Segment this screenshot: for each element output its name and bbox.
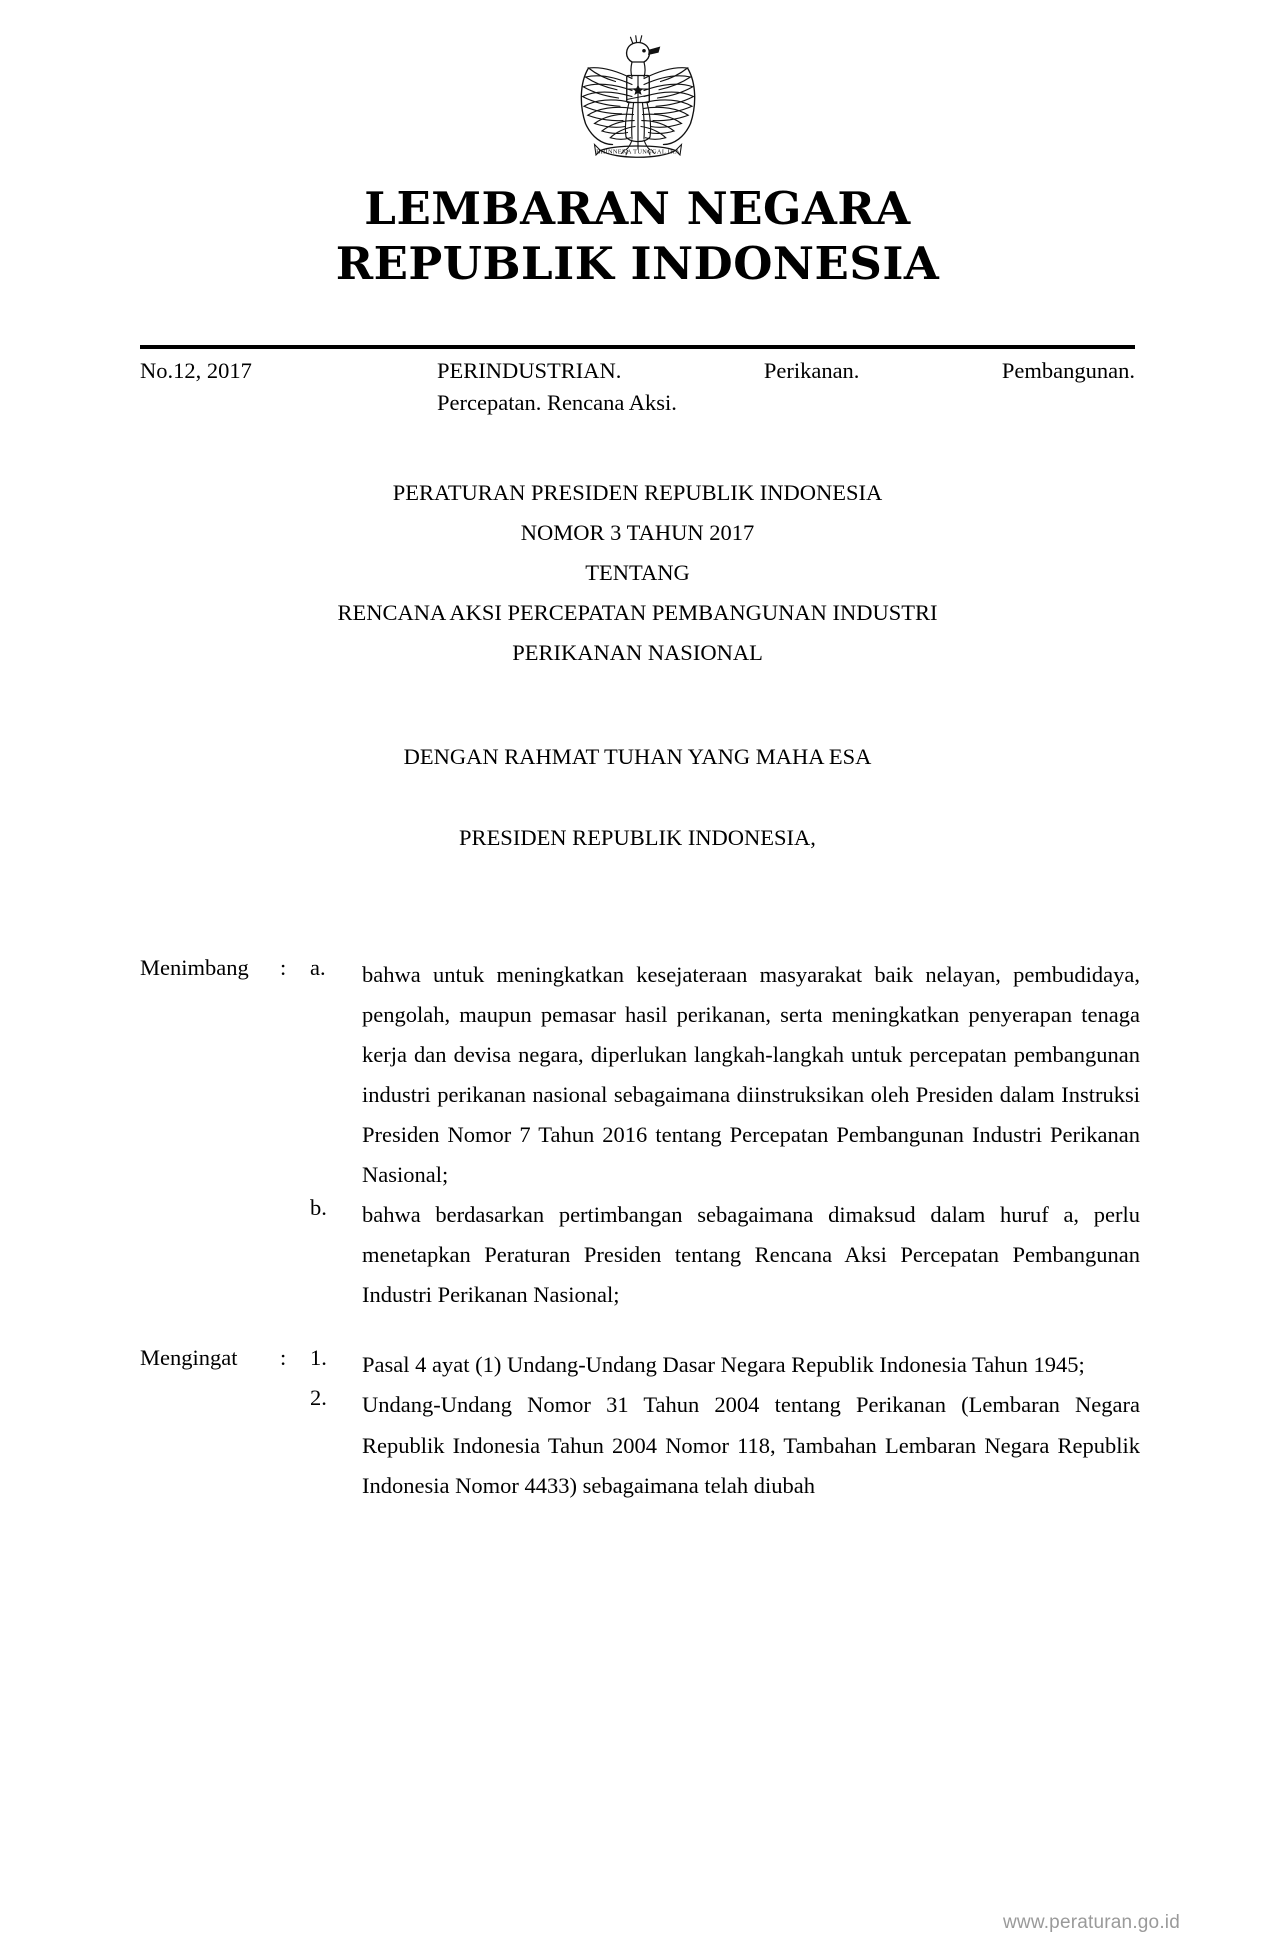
clause-text-mengingat-1: Pasal 4 ayat (1) Undang-Undang Dasar Negara Republik Indonesia Tahun 1945; [362, 1352, 1085, 1378]
clause-colon: : [280, 955, 287, 980]
subject-keywords-line-2: Percepatan. Rencana Aksi. [437, 389, 677, 415]
clause-item [140, 1385, 1140, 1505]
header-divider [140, 345, 1135, 349]
clause-marker-1: 1. [310, 1345, 327, 1371]
title-issuing-authority: PERATURAN PRESIDEN REPUBLIK INDONESIA [392, 480, 883, 505]
emblem-motto-text: BHINNEKA TUNGGAL IKA [595, 148, 680, 156]
title-subject-line-2: PERIKANAN NASIONAL [512, 640, 763, 666]
clause-item [140, 1195, 1140, 1315]
clause-item [140, 1345, 1140, 1385]
clause-colon: : [280, 1345, 287, 1371]
masthead-line-1: LEMBARAN NEGARA [364, 182, 911, 235]
regulation-title-block [0, 473, 1275, 673]
title-number-year: NOMOR 3 TAHUN 2017 [520, 520, 755, 546]
clause-sections [140, 955, 1140, 1536]
clause-marker-a: a. [310, 955, 326, 980]
clause-marker-b: b. [310, 1195, 327, 1221]
title-subject-line-1: RENCANA AKSI PERCEPATAN PEMBANGUNAN INDUSTRI [337, 600, 938, 626]
clause-text-mengingat-2: Undang-Undang Nomor 31 Tahun 2004 tentang Perikanan (Lembaran Negara Republik Indonesia Tahun 2004 Nomor 118, Tambahan Lembaran Negara Republik Indonesia Nomor 4433) sebagaimana telah diubah [362, 1392, 1140, 1498]
divine-invocation: DENGAN RAHMAT TUHAN YANG MAHA ESA [403, 744, 872, 769]
clause-text-menimbang-b: bahwa berdasarkan pertimbangan sebagaimana dimaksud dalam huruf a, perlu menetapkan Peraturan Presiden tentang Rencana Aksi Percepatan Pembangunan Industri Perikanan Nasional; [362, 1202, 1140, 1308]
subject-keywords-line-1: PERINDUSTRIAN. Perikanan. Pembangunan. [437, 358, 1135, 383]
garuda-pancasila-emblem [0, 30, 1275, 183]
clause-item [140, 955, 1140, 1195]
header-meta-row [140, 355, 1135, 419]
subject-keywords [437, 355, 1135, 419]
clause-block-menimbang [140, 955, 1140, 1315]
masthead-line-2: REPUBLIK INDONESIA [335, 236, 940, 290]
clause-marker-2: 2. [310, 1385, 327, 1411]
clause-label-mengingat: Mengingat [140, 1345, 238, 1371]
clause-text-menimbang-a: bahwa untuk meningkatkan kesejateraan masyarakat baik nelayan, pembudidaya, pengolah, maupun pemasar hasil perikanan, serta meningkatkan penyerapan tenaga kerja dan devisa negara, diperlukan langkah-langkah untuk percepatan pembangunan industri perikanan nasional sebagaimana diinstruksikan oleh Presiden dalam Instruksi Presiden Nomor 7 Tahun 2016 tentang Percepatan Pembangunan Industri Perikanan Nasional; [362, 962, 1140, 1188]
source-watermark: www.peraturan.go.id [1002, 1912, 1180, 1933]
clause-block-mengingat [140, 1345, 1140, 1505]
signatory-heading: PRESIDEN REPUBLIK INDONESIA, [459, 825, 816, 850]
gazette-number: No.12, 2017 [140, 358, 252, 383]
header-meta [140, 355, 1135, 419]
clause-label-menimbang: Menimbang [140, 955, 249, 980]
title-about-label: TENTANG [585, 560, 690, 586]
masthead [0, 182, 1275, 292]
